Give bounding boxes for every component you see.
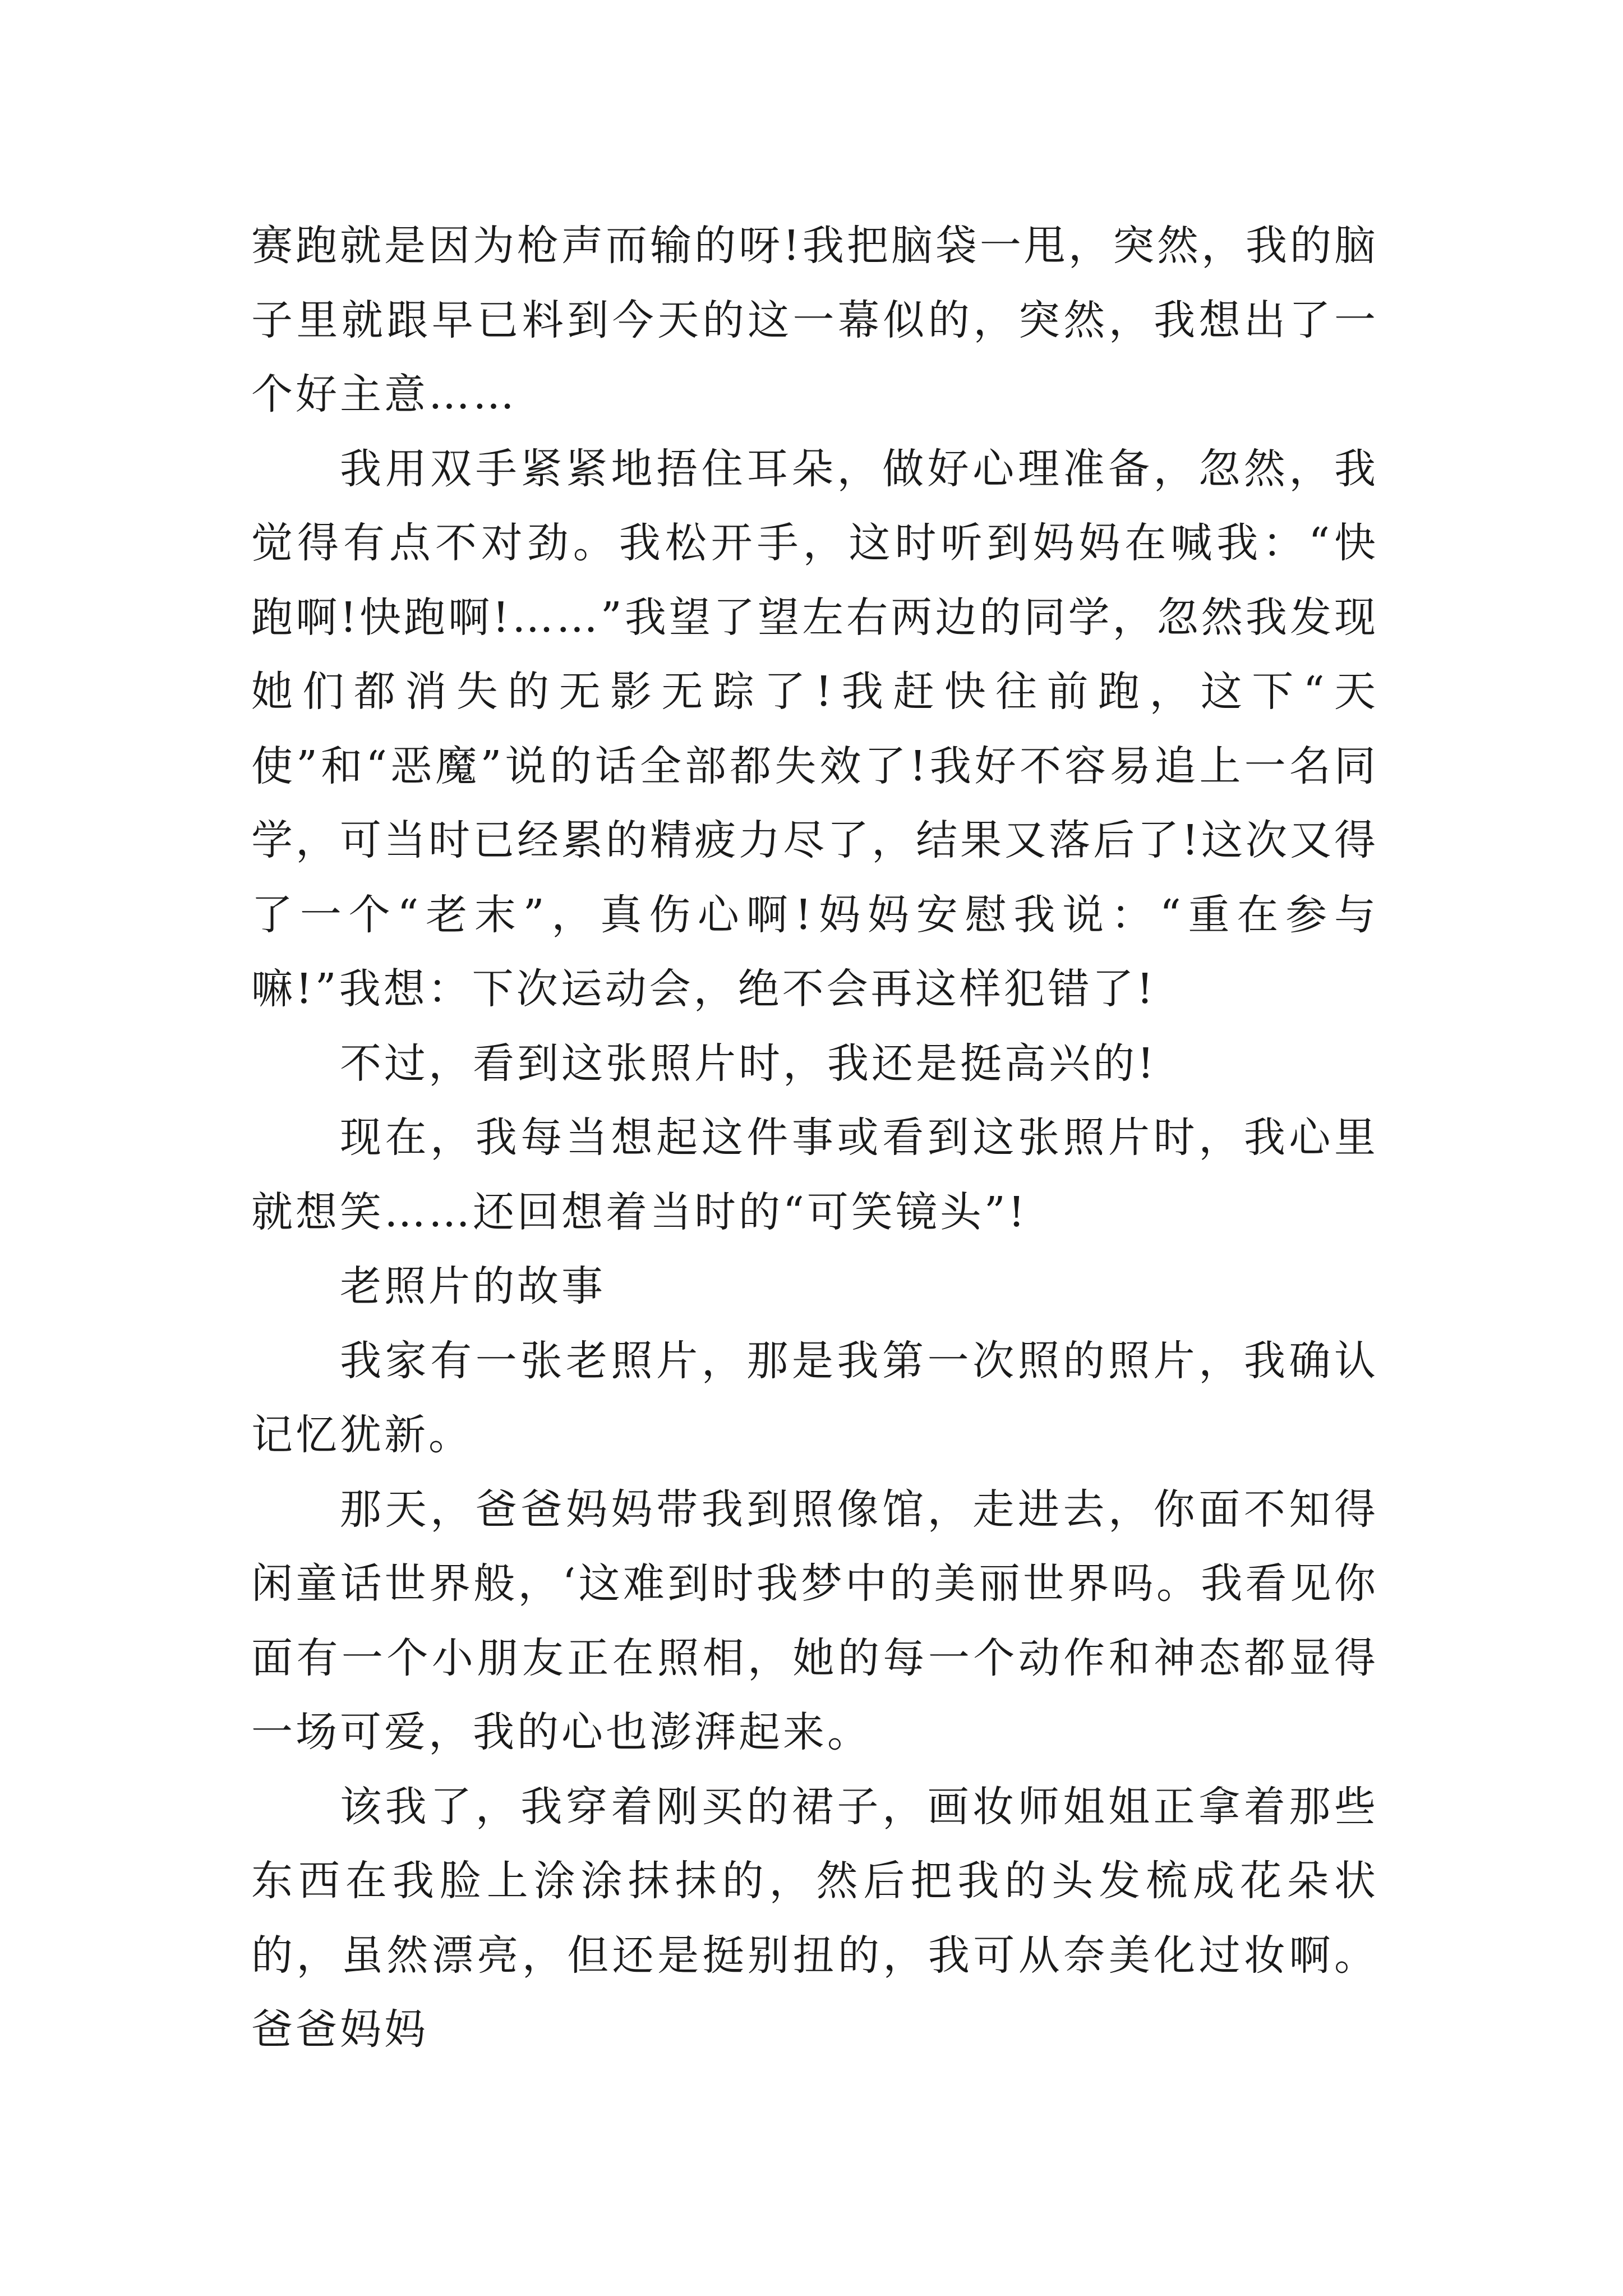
- paragraph: 现在，我每当想起这件事或看到这张照片时，我心里就想笑……还回想着当时的“可笑镜头”!: [251, 1114, 1378, 1236]
- paragraph: 该我了，我穿着刚买的裙子，画妆师姐姐正拿着那些东西在我脸上涂涂抹抹的，然后把我的头发梳成花朵状的，虽然漂亮，但还是挺别扭的，我可从奈美化过妆啊。爸爸妈妈: [251, 1782, 1378, 2054]
- section-title: 老照片的故事: [340, 1262, 606, 1310]
- paragraph: 我用双手紧紧地捂住耳朵，做好心理准备，忽然，我觉得有点不对劲。我松开手，这时听到妈妈在喊我：“快跑啊!快跑啊!……”我望了望左右两边的同学，忽然我发现她们都消失的无影无踪了!我赶快往前跑，这下“天使”和“恶魔”说的话全部都失效了!我好不容易追上一名同学，可当时已经累的精疲力尽了，结果又落后了!这次又得了一个“老末”，真伤心啊!妈妈安慰我说：“重在参与嘛!”我想：下次运动会，绝不会再这样犯错了!: [251, 444, 1378, 1013]
- paragraph: 我家有一张老照片，那是我第一次照的照片，我确认记忆犹新。: [251, 1336, 1378, 1459]
- body-text: [251, 209, 1378, 2067]
- paragraph: 那天，爸爸妈妈带我到照像馆，走进去，你面不知得闲童话世界般，‘这难到时我梦中的美丽世界吗。我看见你面有一个小朋友正在照相，她的每一个动作和神态都显得一场可爱，我的心也澎湃起来。: [251, 1485, 1378, 1756]
- paragraph: 赛跑就是因为枪声而输的呀!我把脑袋一甩，突然，我的脑子里就跟早已料到今天的这一幕似的，突然，我想出了一个好主意……: [251, 222, 1378, 418]
- paragraph: 不过，看到这张照片时，我还是挺高兴的!: [340, 1039, 1157, 1088]
